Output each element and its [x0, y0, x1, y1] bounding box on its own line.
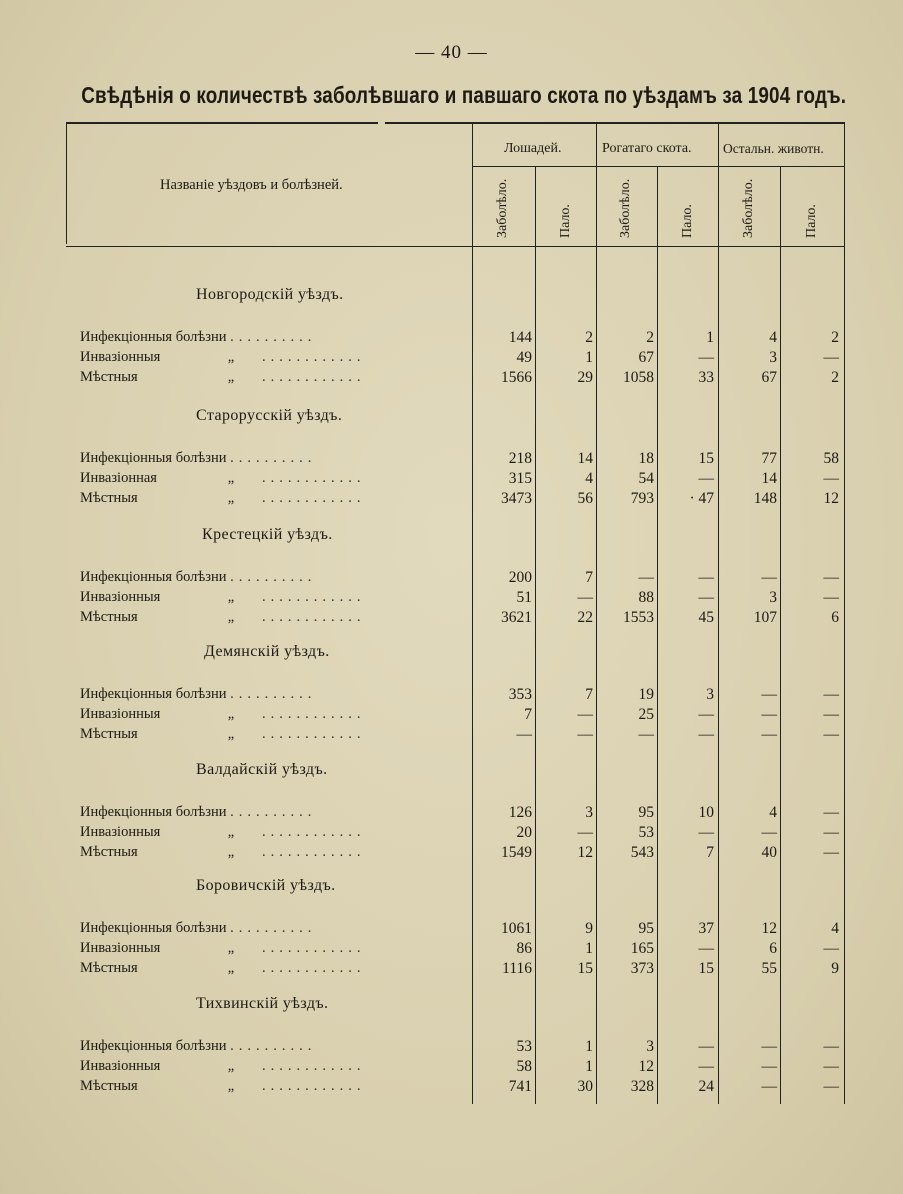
value-cell: — [761, 686, 777, 703]
value-cell: — [698, 349, 714, 366]
row-label-cell [80, 725, 465, 744]
table-row [0, 1057, 903, 1076]
ditto-mark: „ [227, 960, 235, 976]
value-cell: 373 [630, 960, 654, 977]
row-label-cell [80, 823, 465, 842]
header-group-other: Остальн. животн. [723, 141, 824, 156]
value-cell: 24 [698, 1078, 714, 1095]
leader-dots: ............ [262, 369, 366, 385]
value-cell: — [698, 569, 714, 586]
page-number: — 40 — [415, 42, 488, 63]
leader-dots: ............ [262, 940, 366, 956]
value-cell: — [638, 569, 654, 586]
disease-label: Инфекціонныя болѣзни [80, 804, 227, 820]
table-row [0, 568, 903, 587]
value-cell: — [823, 940, 839, 957]
value-cell: 4 [585, 470, 593, 487]
value-cell: — [698, 940, 714, 957]
leader-dots: ............ [262, 609, 366, 625]
leader-dots: .......... [230, 920, 317, 936]
table-row [0, 368, 903, 387]
table-row [0, 328, 903, 347]
disease-label: Инвазіонныя [80, 589, 161, 605]
value-cell: — [823, 349, 839, 366]
row-label-cell [80, 1057, 465, 1076]
value-cell: · 47 [689, 490, 714, 507]
leader-dots: ............ [262, 706, 366, 722]
header-bottom-rule [66, 246, 844, 247]
leader-dots: ............ [262, 470, 366, 486]
disease-label: Инвазіонныя [80, 824, 161, 840]
value-cell: 218 [508, 450, 532, 467]
table-row [0, 939, 903, 958]
value-cell: — [761, 1038, 777, 1055]
value-cell: 14 [761, 470, 777, 487]
value-cell: 3621 [501, 609, 532, 626]
value-cell: — [577, 726, 593, 743]
header-sub-horses-sick: Заболѣло. [495, 178, 510, 238]
leader-dots: .......... [230, 450, 317, 466]
value-cell: — [761, 726, 777, 743]
leader-dots: ............ [262, 726, 366, 742]
group-underline [473, 166, 845, 167]
value-cell: — [823, 804, 839, 821]
value-cell: 15 [698, 450, 714, 467]
district-heading: Новгородскій уѣздъ. [196, 286, 344, 303]
value-cell: — [698, 1058, 714, 1075]
value-cell: 2 [831, 369, 839, 386]
disease-label: Мѣстныя [80, 844, 138, 860]
value-cell: — [698, 470, 714, 487]
value-cell: 30 [577, 1078, 593, 1095]
value-cell: 3 [706, 686, 714, 703]
value-cell: 6 [831, 609, 839, 626]
row-label-cell [80, 489, 465, 508]
row-label-cell [80, 348, 465, 367]
table-row [0, 725, 903, 744]
value-cell: 56 [577, 490, 593, 507]
value-cell: 328 [630, 1078, 654, 1095]
header-group-cattle: Рогатаго скота. [602, 141, 692, 156]
disease-label: Мѣстныя [80, 726, 138, 742]
value-cell: 1 [585, 1058, 593, 1075]
row-label-cell [80, 843, 465, 862]
value-cell: 86 [516, 940, 532, 957]
value-cell: 315 [508, 470, 532, 487]
value-cell: 1553 [623, 609, 654, 626]
value-cell: 51 [516, 589, 532, 606]
table-row [0, 469, 903, 488]
value-cell: — [698, 1038, 714, 1055]
value-cell: 12 [761, 920, 777, 937]
value-cell: 1 [585, 1038, 593, 1055]
leader-dots: ............ [262, 824, 366, 840]
leader-dots: ............ [262, 1058, 366, 1074]
ditto-mark: „ [227, 844, 235, 860]
leader-dots: .......... [230, 329, 317, 345]
value-cell: 1549 [501, 844, 532, 861]
value-cell: 25 [638, 706, 654, 723]
ditto-mark: „ [227, 706, 235, 722]
value-cell: 67 [761, 369, 777, 386]
ditto-mark: „ [227, 1078, 235, 1094]
table-row [0, 1077, 903, 1096]
value-cell: 126 [508, 804, 532, 821]
leader-dots: .......... [230, 686, 317, 702]
leader-dots: .......... [230, 804, 317, 820]
disease-label: Инфекціонныя болѣзни [80, 329, 227, 345]
value-cell: — [823, 569, 839, 586]
value-cell: 1566 [501, 369, 532, 386]
ditto-mark: „ [227, 589, 235, 605]
value-cell: 33 [698, 369, 714, 386]
row-label-cell [80, 328, 465, 347]
table-row [0, 489, 903, 508]
disease-label: Инфекціонныя болѣзни [80, 569, 227, 585]
value-cell: 58 [823, 450, 839, 467]
value-cell: 3 [769, 589, 777, 606]
value-cell: 67 [638, 349, 654, 366]
value-cell: 3 [769, 349, 777, 366]
value-cell: 7 [585, 686, 593, 703]
value-cell: 14 [577, 450, 593, 467]
value-cell: — [823, 824, 839, 841]
table-row [0, 588, 903, 607]
leader-dots: .......... [230, 569, 317, 585]
row-label-cell [80, 705, 465, 724]
disease-label: Мѣстныя [80, 490, 138, 506]
value-cell: 40 [761, 844, 777, 861]
value-cell: 1116 [502, 960, 532, 977]
value-cell: 148 [753, 490, 777, 507]
district-heading: Старорусскій уѣздъ. [196, 407, 343, 424]
value-cell: 18 [638, 450, 654, 467]
row-label-cell [80, 959, 465, 978]
value-cell: 165 [630, 940, 654, 957]
value-cell: 15 [698, 960, 714, 977]
row-label-cell [80, 803, 465, 822]
leader-dots: ............ [262, 589, 366, 605]
value-cell: 1 [585, 940, 593, 957]
value-cell: — [823, 706, 839, 723]
row-label-cell [80, 449, 465, 468]
value-cell: 7 [524, 706, 532, 723]
table-row [0, 823, 903, 842]
table-row [0, 843, 903, 862]
value-cell: 12 [577, 844, 593, 861]
district-heading: Демянскій уѣздъ. [204, 643, 330, 660]
header-group-horses: Лошадей. [504, 141, 562, 156]
ditto-mark: „ [227, 369, 235, 385]
value-cell: 543 [630, 844, 654, 861]
value-cell: 10 [698, 804, 714, 821]
value-cell: — [698, 726, 714, 743]
value-cell: — [577, 706, 593, 723]
value-cell: 1 [585, 349, 593, 366]
row-label-cell [80, 1077, 465, 1096]
value-cell: 20 [516, 824, 532, 841]
ditto-mark: „ [227, 349, 235, 365]
row-label-cell [80, 588, 465, 607]
value-cell: 12 [823, 490, 839, 507]
value-cell: — [823, 844, 839, 861]
value-cell: — [823, 1058, 839, 1075]
value-cell: 29 [577, 369, 593, 386]
value-cell: 1058 [623, 369, 654, 386]
table-row [0, 608, 903, 627]
value-cell: 9 [585, 920, 593, 937]
row-label-cell [80, 568, 465, 587]
value-cell: — [638, 726, 654, 743]
disease-label: Инфекціонныя болѣзни [80, 450, 227, 466]
value-cell: 37 [698, 920, 714, 937]
district-heading: Крестецкій уѣздъ. [202, 526, 333, 543]
ditto-mark: „ [227, 726, 235, 742]
header-sub-cattle-died: Пало. [680, 204, 695, 238]
value-cell: 95 [638, 920, 654, 937]
leader-dots: ............ [262, 349, 366, 365]
disease-label: Инвазіонныя [80, 706, 161, 722]
table-top-rule-left [66, 122, 378, 124]
value-cell: 54 [638, 470, 654, 487]
value-cell: 741 [508, 1078, 532, 1095]
table-row [0, 449, 903, 468]
value-cell: 77 [761, 450, 777, 467]
row-label-cell [80, 368, 465, 387]
ditto-mark: „ [227, 940, 235, 956]
value-cell: 4 [769, 329, 777, 346]
value-cell: 6 [769, 940, 777, 957]
leader-dots: .......... [230, 1038, 317, 1054]
header-sub-other-sick: Заболѣло. [741, 178, 756, 238]
value-cell: 15 [577, 960, 593, 977]
row-label-cell [80, 919, 465, 938]
value-cell: — [698, 824, 714, 841]
row-label-cell [80, 685, 465, 704]
value-cell: — [823, 470, 839, 487]
leader-dots: ............ [262, 1078, 366, 1094]
value-cell: 3 [646, 1038, 654, 1055]
table-row [0, 959, 903, 978]
value-cell: 1061 [501, 920, 532, 937]
leader-dots: ............ [262, 960, 366, 976]
value-cell: — [761, 706, 777, 723]
value-cell: — [761, 1078, 777, 1095]
district-heading: Боровичскій уѣздъ. [196, 877, 336, 894]
value-cell: 107 [753, 609, 777, 626]
value-cell: — [577, 589, 593, 606]
disease-label: Мѣстныя [80, 369, 138, 385]
row-label-cell [80, 1037, 465, 1056]
value-cell: — [823, 589, 839, 606]
value-cell: 2 [831, 329, 839, 346]
disease-label: Мѣстныя [80, 1078, 138, 1094]
ditto-mark: „ [227, 470, 235, 486]
ditto-mark: „ [227, 1058, 235, 1074]
value-cell: 53 [638, 824, 654, 841]
value-cell: 49 [516, 349, 532, 366]
leader-dots: ............ [262, 490, 366, 506]
value-cell: 3 [585, 804, 593, 821]
table-row [0, 348, 903, 367]
table-row [0, 803, 903, 822]
value-cell: — [698, 706, 714, 723]
value-cell: 12 [638, 1058, 654, 1075]
value-cell: 2 [646, 329, 654, 346]
district-heading: Тихвинскій уѣздъ. [196, 995, 329, 1012]
table-row [0, 685, 903, 704]
value-cell: — [823, 726, 839, 743]
value-cell: — [577, 824, 593, 841]
value-cell: 200 [508, 569, 532, 586]
table-left-border [66, 124, 67, 244]
table-top-rule-right [385, 122, 845, 124]
value-cell: 793 [630, 490, 654, 507]
header-row-label: Названіе уѣздовъ и болѣзней. [160, 177, 343, 193]
value-cell: — [761, 1058, 777, 1075]
disease-label: Инфекціонныя болѣзни [80, 686, 227, 702]
row-label-cell [80, 939, 465, 958]
value-cell: 3473 [501, 490, 532, 507]
header-sub-cattle-sick: Заболѣло. [618, 178, 633, 238]
row-label-cell [80, 608, 465, 627]
value-cell: — [761, 824, 777, 841]
value-cell: 95 [638, 804, 654, 821]
disease-label: Мѣстныя [80, 609, 138, 625]
value-cell: 144 [508, 329, 532, 346]
value-cell: 9 [831, 960, 839, 977]
page-title: Свѣдѣнія о количествѣ заболѣвшаго и павшаго скота по уѣздамъ за 1904 годъ. [81, 82, 847, 108]
row-label-cell [80, 469, 465, 488]
value-cell: 7 [706, 844, 714, 861]
table-row [0, 919, 903, 938]
disease-label: Инфекціонныя болѣзни [80, 920, 227, 936]
value-cell: 1 [706, 329, 714, 346]
value-cell: 4 [831, 920, 839, 937]
leader-dots: ............ [262, 844, 366, 860]
header-sub-other-died: Пало. [804, 204, 819, 238]
ditto-mark: „ [227, 824, 235, 840]
value-cell: 4 [769, 804, 777, 821]
value-cell: — [823, 1038, 839, 1055]
value-cell: — [516, 726, 532, 743]
district-heading: Валдайскій уѣздъ. [196, 761, 328, 778]
table-row [0, 1037, 903, 1056]
disease-label: Инвазіонныя [80, 940, 161, 956]
value-cell: — [698, 589, 714, 606]
value-cell: 88 [638, 589, 654, 606]
disease-label: Мѣстныя [80, 960, 138, 976]
header-sub-horses-died: Пало. [558, 204, 573, 238]
value-cell: — [823, 686, 839, 703]
value-cell: 19 [638, 686, 654, 703]
value-cell: 2 [585, 329, 593, 346]
table-row [0, 705, 903, 724]
value-cell: 58 [516, 1058, 532, 1075]
disease-label: Инвазіонныя [80, 349, 161, 365]
value-cell: 55 [761, 960, 777, 977]
ditto-mark: „ [227, 490, 235, 506]
value-cell: 45 [698, 609, 714, 626]
value-cell: 7 [585, 569, 593, 586]
ditto-mark: „ [227, 609, 235, 625]
value-cell: 22 [577, 609, 593, 626]
value-cell: — [823, 1078, 839, 1095]
value-cell: 53 [516, 1038, 532, 1055]
value-cell: — [761, 569, 777, 586]
value-cell: 353 [508, 686, 532, 703]
disease-label: Инфекціонныя болѣзни [80, 1038, 227, 1054]
disease-label: Инвазіонная [80, 470, 157, 486]
disease-label: Инвазіонныя [80, 1058, 161, 1074]
